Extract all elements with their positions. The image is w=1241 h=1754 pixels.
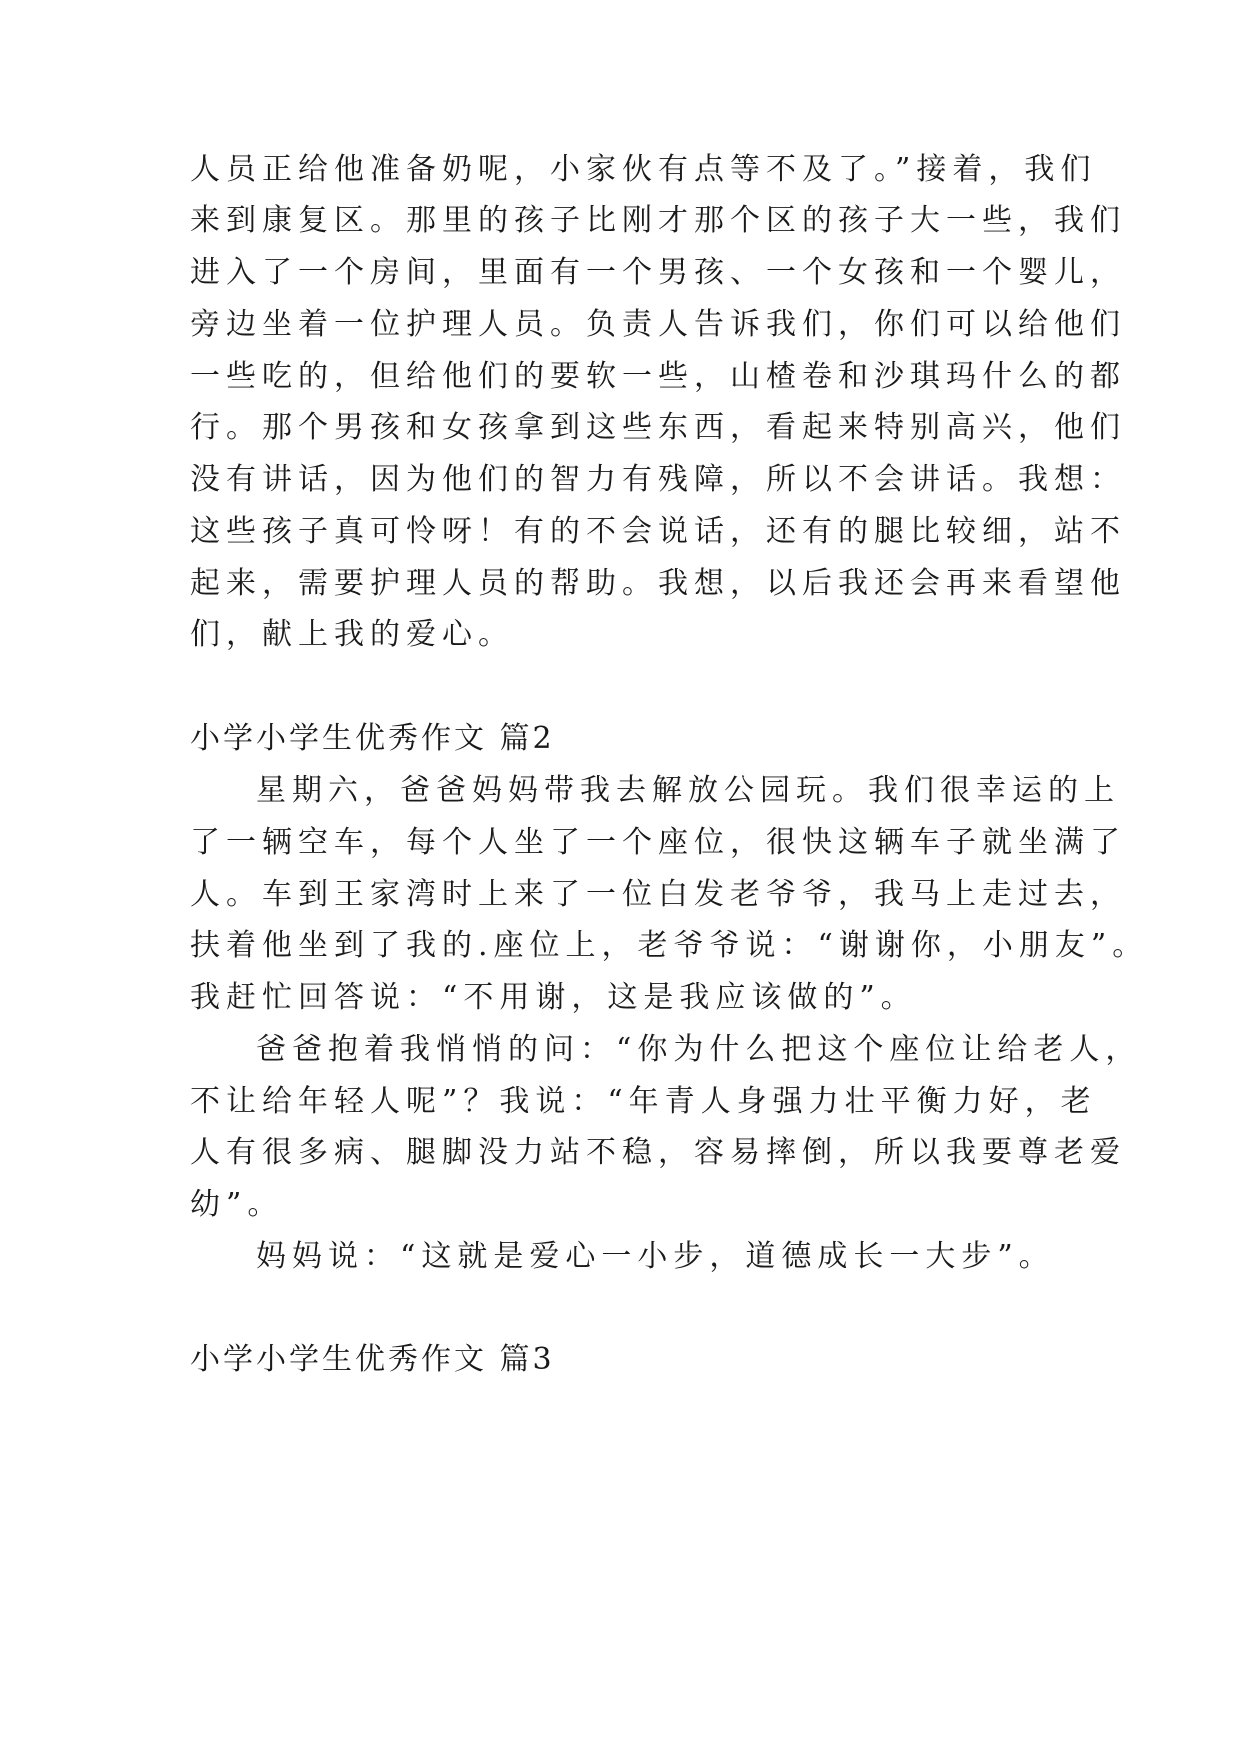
- paragraph-line: 人员正给他准备奶呢，小家伙有点等不及了。”接着，我们: [190, 152, 1097, 187]
- paragraph-line: 没有讲话，因为他们的智力有残障，所以不会讲话。我想：: [190, 462, 1126, 497]
- paragraph-line: 妈妈说：“这就是爱心一小步，道德成长一大步”。: [256, 1239, 1055, 1274]
- section-heading: 小学小学生优秀作文 篇3: [190, 1342, 555, 1377]
- paragraph-line: 扶着他坐到了我的.座位上，老爷爷说：“谢谢你，小朋友”。: [190, 928, 1149, 963]
- paragraph-line: 一些吃的，但给他们的要软一些，山楂卷和沙琪玛什么的都: [190, 359, 1126, 394]
- paragraph-line: 人。车到王家湾时上来了一位白发老爷爷，我马上走过去，: [190, 877, 1126, 912]
- paragraph-line: 起来，需要护理人员的帮助。我想，以后我还会再来看望他: [190, 566, 1126, 601]
- section-heading: 小学小学生优秀作文 篇2: [190, 721, 555, 756]
- paragraph-line: 进入了一个房间，里面有一个男孩、一个女孩和一个婴儿，: [190, 255, 1126, 290]
- paragraph-line: 来到康复区。那里的孩子比刚才那个区的孩子大一些，我们: [190, 203, 1126, 238]
- paragraph-line: 了一辆空车，每个人坐了一个座位，很快这辆车子就坐满了: [190, 825, 1126, 860]
- paragraph-line: 爸爸抱着我悄悄的问：“你为什么把这个座位让给老人，: [256, 1032, 1142, 1067]
- paragraph-line: 旁边坐着一位护理人员。负责人告诉我们，你们可以给他们: [190, 307, 1126, 342]
- paragraph-line: 们，献上我的爱心。: [190, 617, 514, 652]
- paragraph-line: 这些孩子真可怜呀！有的不会说话，还有的腿比较细，站不: [190, 514, 1126, 549]
- paragraph-line: 行。那个男孩和女孩拿到这些东西，看起来特别高兴，他们: [190, 410, 1126, 445]
- paragraph-line: 星期六，爸爸妈妈带我去解放公园玩。我们很幸运的上: [256, 773, 1120, 808]
- paragraph-line: 人有很多病、腿脚没力站不稳，容易摔倒，所以我要尊老爱: [190, 1135, 1126, 1170]
- paragraph-line: 我赶忙回答说：“不用谢，这是我应该做的”。: [190, 980, 917, 1015]
- paragraph-line: 幼”。: [190, 1187, 284, 1222]
- paragraph-line: 不让给年轻人呢”？我说：“年青人身强力壮平衡力好，老: [190, 1084, 1097, 1119]
